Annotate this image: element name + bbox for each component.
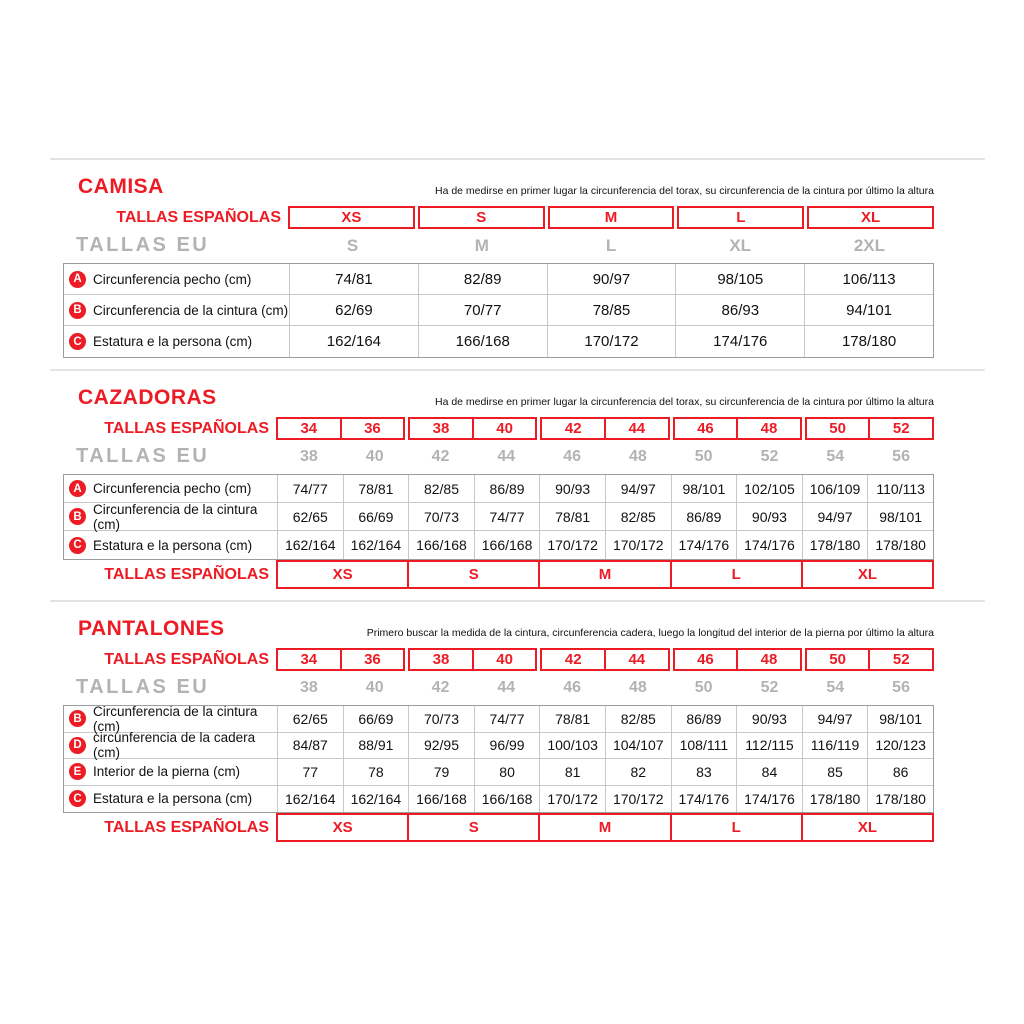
size-value-cell: 166/168 — [474, 531, 540, 559]
measure-row-values — [289, 295, 933, 325]
measure-row-values — [277, 786, 933, 813]
spanish-size-cell: 42 — [564, 420, 582, 437]
eu-size-cell: 54 — [826, 678, 845, 696]
bottom-spanish-sizes-row — [63, 560, 934, 589]
letter-badge: C — [69, 790, 86, 807]
spanish-sizes-row — [63, 417, 934, 440]
eu-size-cell: 42 — [431, 678, 450, 696]
spanish-size-cell: 40 — [472, 650, 536, 669]
measure-row-label-cell — [64, 730, 277, 761]
bottom-spanish-label-col — [63, 813, 276, 842]
eu-size-cell: M — [474, 235, 489, 255]
size-value-cell: 74/77 — [474, 503, 540, 530]
spanish-sizes-cells — [276, 417, 934, 440]
measure-row — [64, 503, 933, 531]
size-value-cell: 82/85 — [605, 706, 671, 732]
eu-sizes-row — [63, 233, 934, 258]
spanish-sizes-cells — [276, 648, 934, 671]
eu-sizes-cells — [276, 444, 934, 469]
spanish-size-cell: 48 — [736, 650, 800, 669]
size-value-cell: 82/85 — [605, 503, 671, 530]
spanish-size-cell: 42 — [564, 651, 582, 668]
eu-size-cell: 42 — [431, 447, 450, 465]
size-value-cell: 81 — [539, 759, 605, 785]
measure-row-label-cell — [64, 759, 277, 785]
bottom-spanish-label-col — [63, 560, 276, 589]
eu-sizes-label: TALLAS EU — [76, 676, 210, 698]
spanish-size-cell: XL — [861, 209, 881, 226]
measure-row-label-cell — [64, 531, 277, 559]
bottom-size-cell: S — [407, 562, 538, 587]
eu-size-cell: 48 — [628, 678, 647, 696]
section-divider — [50, 158, 985, 160]
size-value-cell: 174/176 — [671, 531, 737, 559]
letter-badge: C — [69, 333, 86, 350]
spanish-size-cell: 52 — [868, 650, 932, 669]
measure-row — [64, 264, 933, 295]
measure-row-label-cell — [64, 295, 289, 325]
measure-row — [64, 531, 933, 559]
bottom-size-cell: L — [670, 815, 801, 840]
bottom-size-cell: XS — [332, 566, 353, 583]
spanish-size-cell: 34 — [300, 651, 318, 668]
size-value-cell: 77 — [277, 759, 343, 785]
spanish-size-cell: S — [476, 209, 487, 226]
eu-size-cell: 46 — [563, 447, 581, 465]
letter-badge: A — [69, 480, 86, 497]
measure-note: Ha de medirse en primer lugar la circunferencia del torax, su circunferencia de la cintura por último la altura — [435, 396, 934, 408]
letter-badge: E — [69, 763, 86, 780]
eu-size-cell: L — [605, 235, 617, 255]
bottom-spanish-sizes-box — [276, 560, 934, 589]
measure-row — [64, 759, 933, 786]
spanish-sizes-row — [63, 206, 934, 229]
spanish-size-cell: 50 — [829, 651, 846, 668]
spanish-size-group — [276, 648, 405, 671]
bottom-size-cell: L — [670, 562, 801, 587]
size-value-cell: 174/176 — [675, 326, 804, 357]
spanish-size-group — [408, 648, 537, 671]
size-value-cell: 82 — [605, 759, 671, 785]
spanish-size-group — [807, 206, 934, 229]
spanish-size-group — [540, 417, 669, 440]
eu-sizes-label: TALLAS EU — [76, 234, 210, 256]
size-value-cell: 116/119 — [802, 733, 868, 759]
spanish-size-group — [540, 648, 669, 671]
bottom-spanish-sizes-box — [276, 813, 934, 842]
eu-size-cell: 50 — [694, 678, 713, 696]
bottom-spanish-sizes-cells — [276, 813, 934, 842]
measure-row-label-cell — [64, 326, 289, 357]
spanish-size-group — [677, 206, 804, 229]
measure-row-label: Circunferencia pecho (cm) — [93, 271, 252, 287]
measurements-table — [63, 474, 934, 560]
measurements-table — [63, 263, 934, 358]
spanish-sizes-label: TALLAS ESPAÑOLAS — [104, 650, 269, 668]
size-value-cell: 86/93 — [675, 295, 804, 325]
size-value-cell: 80 — [474, 759, 540, 785]
size-value-cell: 106/109 — [802, 475, 868, 502]
bottom-spanish-sizes-cells — [276, 560, 934, 589]
eu-sizes-row — [63, 675, 934, 700]
section-title: CAZADORAS — [78, 386, 217, 409]
eu-size-cell: 56 — [892, 447, 910, 465]
eu-size-cell: 50 — [694, 447, 713, 465]
size-value-cell: 78 — [343, 759, 409, 785]
size-value-cell: 100/103 — [539, 733, 605, 759]
spanish-size-cell: 38 — [432, 420, 450, 437]
spanish-size-group — [805, 648, 934, 671]
measure-row-label: Circunferencia de la cintura (cm) — [93, 703, 258, 734]
size-value-cell: 70/73 — [408, 706, 474, 732]
bottom-size-cell: M — [538, 562, 669, 587]
size-value-cell: 166/168 — [408, 786, 474, 813]
measure-row-label: Circunferencia de la cintura (cm) — [93, 501, 258, 532]
measure-row — [64, 326, 933, 357]
measure-row-label: Interior de la pierna (cm) — [93, 764, 241, 780]
measure-row-label-cell — [64, 703, 277, 734]
measure-row-label: circunferencia de la cadera (cm) — [93, 730, 256, 761]
spanish-size-cell: 46 — [697, 420, 714, 437]
spanish-size-cell: M — [604, 209, 618, 226]
section-header — [63, 617, 934, 641]
bottom-size-cell: XL — [801, 562, 932, 587]
size-value-cell: 178/180 — [802, 786, 868, 813]
eu-size-cell: 48 — [628, 447, 647, 465]
size-value-cell: 98/105 — [675, 264, 804, 294]
eu-size-cell: XL — [729, 235, 752, 255]
size-value-cell: 178/180 — [802, 531, 868, 559]
measure-row-values — [289, 264, 933, 294]
size-value-cell: 90/93 — [736, 503, 802, 530]
size-value-cell: 78/81 — [539, 706, 605, 732]
section-header — [63, 175, 934, 199]
section-title: CAMISA — [78, 175, 164, 198]
measure-row-values — [277, 706, 933, 732]
size-value-cell: 94/97 — [802, 706, 868, 732]
size-value-cell: 92/95 — [408, 733, 474, 759]
size-value-cell: 86/89 — [671, 503, 737, 530]
eu-sizes-label-col — [63, 675, 276, 700]
eu-size-cell: 40 — [365, 447, 384, 465]
spanish-sizes-label: TALLAS ESPAÑOLAS — [116, 208, 281, 226]
spanish-size-cell: 48 — [736, 419, 800, 438]
eu-sizes-cells — [288, 233, 934, 258]
section-pantalones — [63, 617, 934, 842]
size-value-cell: 98/101 — [671, 475, 737, 502]
size-value-cell: 106/113 — [804, 264, 933, 294]
size-value-cell: 83 — [671, 759, 737, 785]
size-value-cell: 74/77 — [277, 475, 343, 502]
spanish-size-cell: 38 — [432, 651, 450, 668]
size-value-cell: 110/113 — [867, 475, 933, 502]
size-value-cell: 174/176 — [671, 786, 737, 813]
letter-badge: C — [69, 537, 86, 554]
size-value-cell: 170/172 — [539, 531, 605, 559]
size-value-cell: 79 — [408, 759, 474, 785]
bottom-spanish-sizes-label: TALLAS ESPAÑOLAS — [104, 818, 269, 836]
measure-row-label-cell — [64, 503, 277, 530]
spanish-size-cell: L — [736, 209, 746, 226]
size-value-cell: 78/81 — [343, 475, 409, 502]
measure-row-label: Estatura e la persona (cm) — [93, 334, 253, 349]
spanish-size-group — [418, 206, 545, 229]
size-value-cell: 178/180 — [867, 786, 933, 813]
bottom-size-cell: M — [538, 815, 669, 840]
spanish-size-cell: XS — [341, 209, 362, 226]
spanish-size-cell: 46 — [697, 651, 714, 668]
size-value-cell: 86 — [867, 759, 933, 785]
measure-row — [64, 295, 933, 326]
letter-badge: B — [69, 710, 86, 727]
eu-sizes-row — [63, 444, 934, 469]
measure-row-label: Estatura e la persona (cm) — [93, 537, 253, 553]
size-value-cell: 98/101 — [867, 706, 933, 732]
section-title: PANTALONES — [78, 617, 225, 640]
eu-size-cell: 44 — [497, 678, 516, 696]
spanish-size-cell: 36 — [340, 419, 404, 438]
spanish-size-group — [288, 206, 415, 229]
eu-size-cell: 56 — [892, 678, 910, 696]
size-value-cell: 70/77 — [418, 295, 547, 325]
measure-row — [64, 730, 933, 761]
size-value-cell: 166/168 — [474, 786, 540, 813]
section-divider — [50, 369, 985, 371]
spanish-size-group — [673, 417, 802, 440]
eu-size-cell: 38 — [300, 678, 318, 696]
size-value-cell: 170/172 — [539, 786, 605, 813]
spanish-sizes-cells — [288, 206, 934, 229]
spanish-sizes-label-col — [63, 648, 276, 671]
size-value-cell: 102/105 — [736, 475, 802, 502]
spanish-size-cell: 50 — [829, 420, 846, 437]
spanish-size-group — [805, 417, 934, 440]
size-value-cell: 112/115 — [736, 733, 802, 759]
size-value-cell: 86/89 — [474, 475, 540, 502]
size-value-cell: 162/164 — [343, 786, 409, 813]
measure-row — [64, 703, 933, 734]
size-value-cell: 94/97 — [802, 503, 868, 530]
size-value-cell: 66/69 — [343, 706, 409, 732]
size-value-cell: 162/164 — [277, 531, 343, 559]
measure-row-values — [289, 326, 933, 357]
measure-row-values — [277, 475, 933, 502]
section-cazadoras — [63, 386, 934, 589]
size-value-cell: 62/69 — [289, 295, 418, 325]
measure-row — [64, 475, 933, 503]
size-value-cell: 98/101 — [867, 503, 933, 530]
spanish-size-cell: 40 — [472, 419, 536, 438]
spanish-size-cell: 36 — [340, 650, 404, 669]
eu-size-cell: 40 — [365, 678, 384, 696]
measure-row-label-cell — [64, 475, 277, 502]
size-value-cell: 178/180 — [867, 531, 933, 559]
eu-sizes-label-col — [63, 444, 276, 469]
measure-row-label-cell — [64, 786, 277, 813]
letter-badge: B — [69, 302, 86, 319]
measure-row-values — [277, 733, 933, 759]
size-value-cell: 166/168 — [418, 326, 547, 357]
size-value-cell: 78/81 — [539, 503, 605, 530]
size-value-cell: 96/99 — [474, 733, 540, 759]
spanish-size-group — [276, 417, 405, 440]
size-value-cell: 88/91 — [343, 733, 409, 759]
size-value-cell: 74/81 — [289, 264, 418, 294]
measurements-table — [63, 705, 934, 813]
eu-size-cell: 52 — [760, 678, 779, 696]
size-value-cell: 90/93 — [736, 706, 802, 732]
measure-row — [64, 786, 933, 813]
size-value-cell: 84/87 — [277, 733, 343, 759]
eu-sizes-label: TALLAS EU — [76, 445, 210, 467]
letter-badge: D — [69, 737, 86, 754]
size-value-cell: 94/97 — [605, 475, 671, 502]
size-value-cell: 162/164 — [277, 786, 343, 813]
spanish-sizes-label: TALLAS ESPAÑOLAS — [104, 419, 269, 437]
measure-row-label: Circunferencia pecho (cm) — [93, 481, 252, 496]
size-value-cell: 82/89 — [418, 264, 547, 294]
spanish-size-group — [548, 206, 675, 229]
size-value-cell: 90/97 — [547, 264, 676, 294]
measure-row-label: Circunferencia de la cintura (cm) — [93, 302, 289, 318]
size-value-cell: 90/93 — [539, 475, 605, 502]
spanish-sizes-label-col — [63, 206, 288, 229]
size-value-cell: 170/172 — [605, 786, 671, 813]
eu-size-cell: 38 — [300, 447, 318, 465]
eu-sizes-cells — [276, 675, 934, 700]
measure-note: Ha de medirse en primer lugar la circunferencia del torax, su circunferencia de la cintura por último la altura — [435, 185, 934, 197]
size-value-cell: 178/180 — [804, 326, 933, 357]
section-camisa — [63, 175, 934, 358]
size-value-cell: 174/176 — [736, 786, 802, 813]
bottom-spanish-sizes-label: TALLAS ESPAÑOLAS — [104, 565, 269, 583]
spanish-size-cell: 34 — [300, 420, 318, 437]
spanish-size-cell: 44 — [604, 650, 668, 669]
size-value-cell: 108/111 — [671, 733, 737, 759]
measure-row-label-cell — [64, 264, 289, 294]
eu-sizes-label-col — [63, 233, 288, 258]
measure-row-values — [277, 531, 933, 559]
measure-row-values — [277, 759, 933, 785]
size-value-cell: 78/85 — [547, 295, 676, 325]
size-value-cell: 66/69 — [343, 503, 409, 530]
section-divider — [50, 600, 985, 602]
size-value-cell: 174/176 — [736, 531, 802, 559]
measure-note: Primero buscar la medida de la cintura, circunferencia cadera, luego la longitud del interior de la pierna por último la altura — [366, 627, 934, 639]
size-value-cell: 86/89 — [671, 706, 737, 732]
section-header — [63, 386, 934, 410]
bottom-spanish-sizes-row — [63, 813, 934, 842]
eu-size-cell: 54 — [826, 447, 845, 465]
measure-row-label: Estatura e la persona (cm) — [93, 791, 253, 807]
spanish-size-cell: 52 — [868, 419, 932, 438]
size-value-cell: 62/65 — [277, 503, 343, 530]
size-value-cell: 62/65 — [277, 706, 343, 732]
letter-badge: A — [69, 271, 86, 288]
eu-size-cell: 44 — [497, 447, 516, 465]
eu-size-cell: 2XL — [853, 235, 885, 255]
spanish-size-group — [408, 417, 537, 440]
size-value-cell: 170/172 — [605, 531, 671, 559]
spanish-sizes-label-col — [63, 417, 276, 440]
size-value-cell: 162/164 — [289, 326, 418, 357]
size-value-cell: 120/123 — [867, 733, 933, 759]
bottom-size-cell: S — [407, 815, 538, 840]
eu-size-cell: S — [346, 235, 359, 255]
size-value-cell: 162/164 — [343, 531, 409, 559]
spanish-sizes-row — [63, 648, 934, 671]
size-value-cell: 70/73 — [408, 503, 474, 530]
size-value-cell: 82/85 — [408, 475, 474, 502]
eu-size-cell: 52 — [760, 447, 779, 465]
letter-badge: B — [69, 508, 86, 525]
size-value-cell: 170/172 — [547, 326, 676, 357]
size-value-cell: 104/107 — [605, 733, 671, 759]
size-value-cell: 85 — [802, 759, 868, 785]
size-value-cell: 84 — [736, 759, 802, 785]
spanish-size-group — [673, 648, 802, 671]
size-value-cell: 74/77 — [474, 706, 540, 732]
size-value-cell: 94/101 — [804, 295, 933, 325]
size-value-cell: 166/168 — [408, 531, 474, 559]
measure-row-values — [277, 503, 933, 530]
eu-size-cell: 46 — [563, 678, 581, 696]
bottom-size-cell: XS — [332, 819, 353, 836]
spanish-size-cell: 44 — [604, 419, 668, 438]
bottom-size-cell: XL — [801, 815, 932, 840]
